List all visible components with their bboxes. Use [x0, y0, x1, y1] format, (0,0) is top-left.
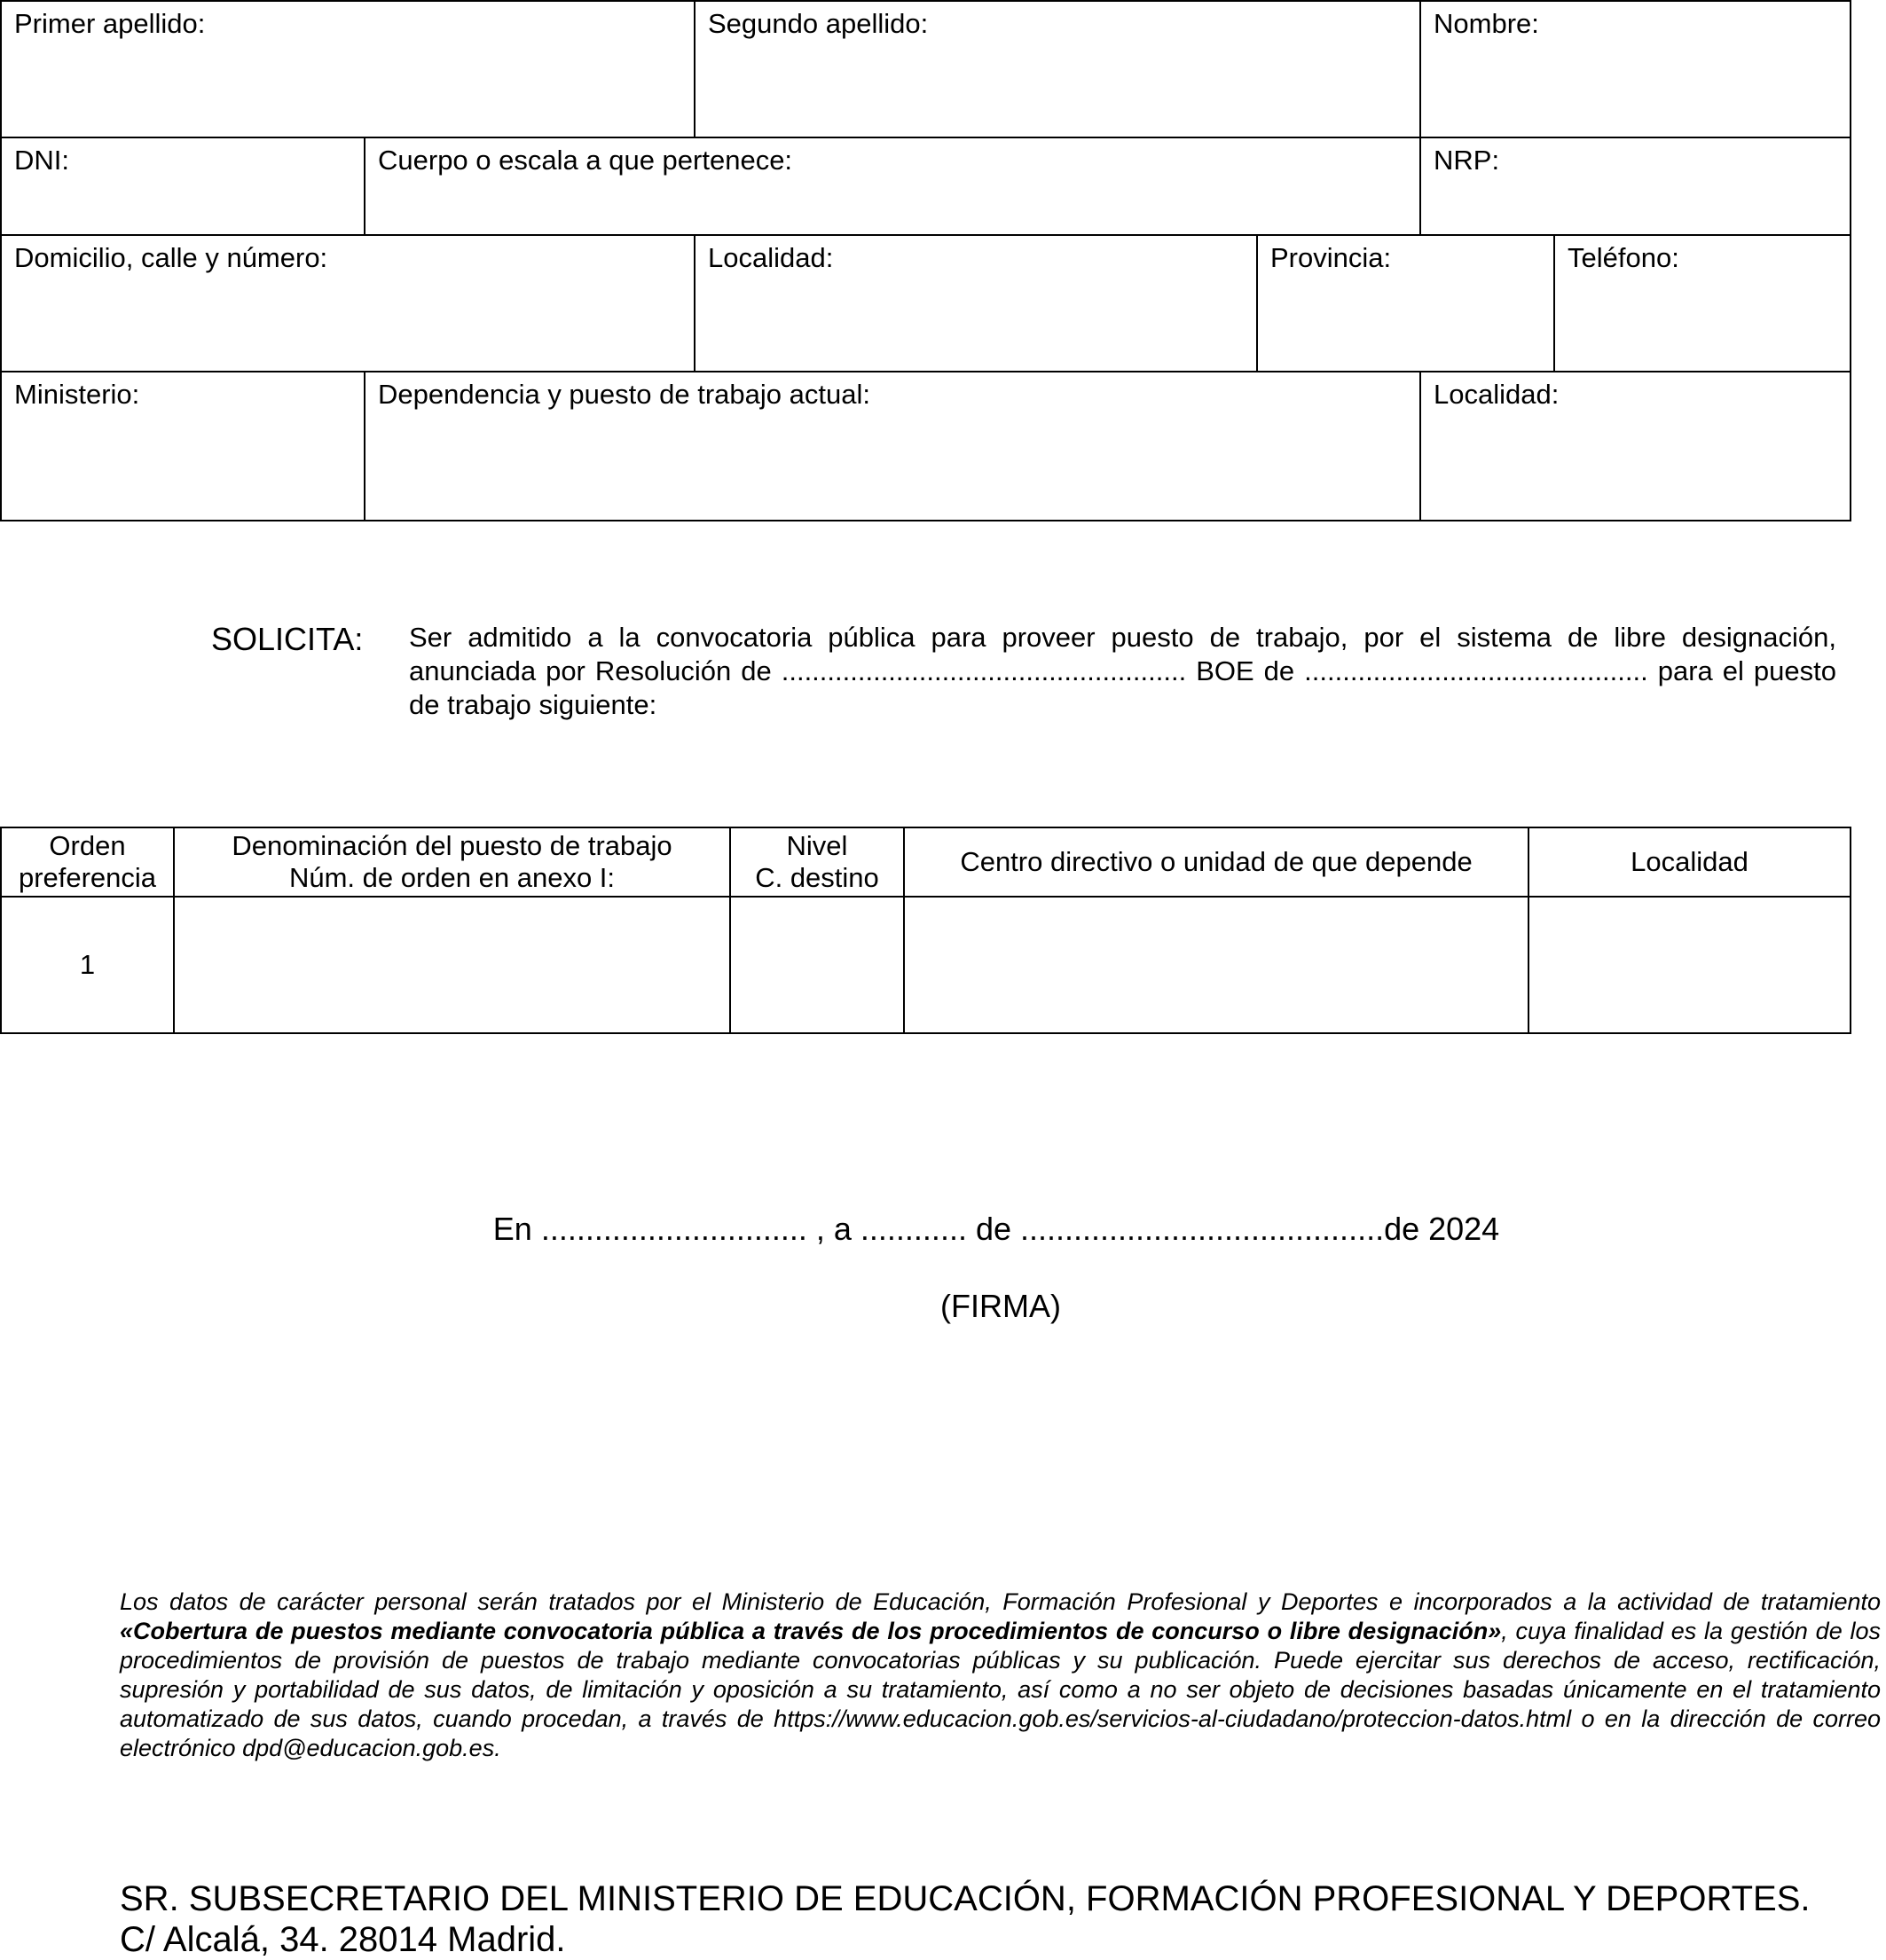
orden-value: 1: [79, 949, 96, 980]
header-orden-line2: preferencia: [18, 862, 157, 893]
header-localidad: [1528, 827, 1851, 898]
dependencia-field[interactable]: [364, 371, 1421, 521]
privacy-notice: [120, 1588, 1881, 1763]
ministerio-field[interactable]: [0, 371, 365, 521]
nrp-field[interactable]: [1419, 137, 1851, 236]
localidad-field[interactable]: [694, 234, 1258, 372]
table-row-orden: [0, 896, 175, 1034]
header-nivel-line2: C. destino: [755, 862, 879, 893]
header-centro: [903, 827, 1529, 898]
addressee-line2: C/ Alcalá, 34. 28014 Madrid.: [120, 1920, 566, 1959]
table-row-centro[interactable]: [903, 896, 1529, 1034]
ministerio-label: Ministerio:: [14, 379, 140, 410]
table-row-nivel[interactable]: [729, 896, 905, 1034]
firma-label: (FIRMA): [940, 1288, 1061, 1324]
header-nivel: [729, 827, 905, 898]
addressee: [120, 1878, 1811, 1960]
telefono-label: Teléfono:: [1568, 242, 1679, 273]
header-localidad-label: Localidad: [1631, 846, 1748, 877]
nrp-label: NRP:: [1434, 145, 1500, 176]
segundo-apellido-label: Segundo apellido:: [708, 8, 929, 39]
place-date-line: En .............................. , a ............ de .........................................de 2024: [492, 1211, 1500, 1247]
domicilio-field[interactable]: [0, 234, 695, 372]
localidad-trabajo-field[interactable]: [1419, 371, 1851, 521]
cuerpo-label: Cuerpo o escala a que pertenece:: [378, 145, 793, 176]
primer-apellido-label: Primer apellido:: [14, 8, 206, 39]
privacy-rest: , cuya finalidad es la gestión de los procedimientos de provisión de puestos de trabajo mediante convocatorias públicas y su publicación. Puede ejercitar sus derechos de acceso, rectificación, supresión y portabilidad de sus datos, de limitación y oposición a su tratamiento, así como a no ser objeto de decisiones basadas únicamente en el tratamiento automatizado de sus datos, cuando procedan, a través de https://www.educacion.gob.es/servicios-al-ciudadano/proteccion-datos.html o en la dirección de correo electrónico dpd@educacion.gob.es.: [120, 1618, 1882, 1761]
nombre-field[interactable]: [1419, 0, 1851, 138]
domicilio-label: Domicilio, calle y número:: [14, 242, 328, 273]
header-orden: [0, 827, 175, 898]
header-centro-label: Centro directivo o unidad de que depende: [960, 846, 1473, 877]
telefono-field[interactable]: [1553, 234, 1851, 372]
header-denominacion: [173, 827, 731, 898]
provincia-label: Provincia:: [1270, 242, 1392, 273]
solicita-text: Ser admitido a la convocatoria pública para proveer puesto de trabajo, por el sistema de libre designación, anunciada por Resolución de ..................................................... BOE de ............................................. para el puesto de trabajo siguiente:: [409, 622, 1836, 720]
segundo-apellido-field[interactable]: [694, 0, 1421, 138]
header-nivel-line1: Nivel: [786, 830, 848, 861]
privacy-intro: Los datos de carácter personal serán tratados por el Ministerio de Educación, Formación Profesional y Deportes e incorporados a la actividad de tratamiento: [120, 1588, 1881, 1615]
nombre-label: Nombre:: [1434, 8, 1539, 39]
dni-field[interactable]: [0, 137, 365, 236]
header-orden-line1: Orden: [49, 830, 126, 861]
primer-apellido-field[interactable]: [0, 0, 695, 138]
cuerpo-field[interactable]: [364, 137, 1421, 236]
privacy-activity: «Cobertura de puestos mediante convocatoria pública a través de los procedimientos de concurso o libre designación»: [120, 1618, 1502, 1644]
localidad-label: Localidad:: [708, 242, 834, 273]
solicita-label: SOLICITA:: [211, 621, 364, 657]
dni-label: DNI:: [14, 145, 69, 176]
table-row-denominacion[interactable]: [173, 896, 731, 1034]
localidad-trabajo-label: Localidad:: [1434, 379, 1560, 410]
header-denominacion-line1: Denominación del puesto de trabajo: [232, 830, 672, 861]
header-denominacion-line2: Núm. de orden en anexo I:: [288, 862, 616, 893]
addressee-line1: SR. SUBSECRETARIO DEL MINISTERIO DE EDUCACIÓN, FORMACIÓN PROFESIONAL Y DEPORTES.: [120, 1879, 1811, 1918]
table-row-localidad[interactable]: [1528, 896, 1851, 1034]
provincia-field[interactable]: [1256, 234, 1555, 372]
dependencia-label: Dependencia y puesto de trabajo actual:: [378, 379, 870, 410]
